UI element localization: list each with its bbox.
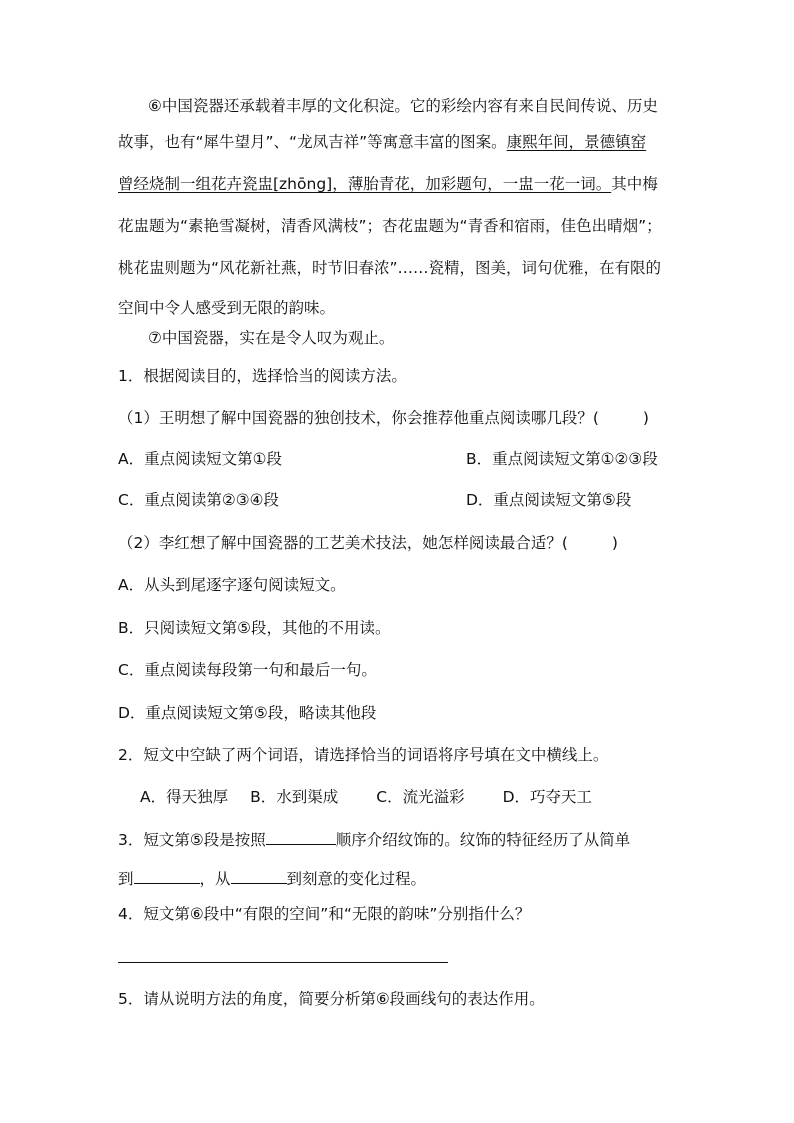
- option-2-a[interactable]: A．得天独厚: [140, 788, 229, 806]
- passage-p7: [148, 328, 394, 348]
- passage-text: 桃花盅则题为“风花新社燕，时节旧春浓”……瓷精，图美，词句优雅，在有限的: [118, 259, 662, 277]
- passage-p6-line1: [148, 96, 658, 116]
- option-2-b[interactable]: B．水到渠成: [250, 788, 339, 806]
- option-1-2-d[interactable]: D．重点阅读短文第⑤段，略读其他段: [118, 704, 377, 722]
- option-1-2-a[interactable]: A．从头到尾逐字逐句阅读短文。: [118, 576, 346, 594]
- question-2-stem: 2．短文中空缺了两个词语，请选择恰当的词语将序号填在文中横线上。: [118, 746, 609, 764]
- passage-p6-line6: [118, 298, 335, 318]
- passage-text: ⑥中国瓷器还承载着丰厚的文化积淀。它的彩绘内容有来自民间传说、历史: [148, 97, 658, 115]
- passage-text: 其中梅: [611, 175, 658, 193]
- passage-text: 空间中令人感受到无限的韵味。: [118, 299, 336, 317]
- option-1-1-b[interactable]: B．重点阅读短文第①②③段: [466, 450, 658, 468]
- underlined-sentence: 曾经烧制一组花卉瓷盅[zhōng]，薄胎青花，加彩题句，一盅一花一词。: [118, 175, 612, 193]
- fill-blank[interactable]: [231, 869, 287, 884]
- option-1-1-a[interactable]: A．重点阅读短文第①段: [118, 450, 282, 468]
- question-3-line1: [118, 830, 630, 850]
- option-1-2-b[interactable]: B．只阅读短文第⑤段，其他的不用读。: [118, 619, 391, 637]
- passage-text: 故事，也有“犀牛望月”、“龙凤吉祥”等寓意丰富的图案。: [118, 133, 507, 151]
- question-text: 到刻意的变化过程。: [286, 870, 427, 888]
- question-text: 3．短文第⑤段是按照: [118, 831, 266, 849]
- question-text: （1）王明想了解中国瓷器的独创技术，你会推荐他重点阅读哪几段？(: [118, 409, 599, 427]
- question-3-line2: [118, 869, 426, 889]
- question-1-2-stem: [118, 533, 618, 553]
- question-text: ，从: [199, 870, 231, 888]
- passage-p6-line2: [118, 132, 646, 152]
- question-1-stem: 1．根据阅读目的，选择恰当的阅读方法。: [118, 367, 407, 385]
- question-text: 顺序介绍纹饰的。纹饰的特征经历了从简单: [335, 831, 631, 849]
- question-1-1-stem: [118, 408, 649, 428]
- option-1-1-d[interactable]: D．重点阅读短文第⑤段: [466, 491, 632, 509]
- passage-p6-line4: [118, 216, 662, 236]
- question-text: 到: [118, 870, 134, 888]
- passage-text: ⑦中国瓷器，实在是令人叹为观止。: [148, 329, 395, 347]
- passage-text: 花盅题为“素艳雪凝树，清香风满枝”；杏花盅题为“青香和宿雨，佳色出晴烟”；: [118, 217, 662, 235]
- fill-blank[interactable]: [134, 869, 200, 884]
- option-1-2-c[interactable]: C．重点阅读每段第一句和最后一句。: [118, 661, 377, 679]
- question-5-stem: 5．请从说明方法的角度，简要分析第⑥段画线句的表达作用。: [118, 990, 545, 1008]
- option-2-d[interactable]: D．巧夺天工: [502, 788, 593, 806]
- question-text: （2）李红想了解中国瓷器的工艺美术技法，她怎样阅读最合适？(: [118, 534, 568, 552]
- question-4-stem: 4．短文第⑥段中“有限的空间”和“无限的韵味”分别指什么？: [118, 905, 531, 923]
- option-1-1-c[interactable]: C．重点阅读第②③④段: [118, 491, 280, 509]
- option-2-c[interactable]: C．流光溢彩: [376, 788, 465, 806]
- passage-p6-line5: [118, 258, 661, 278]
- question-text: ): [611, 534, 618, 552]
- question-text: ): [642, 409, 649, 427]
- passage-p6-line3: [118, 174, 658, 194]
- underlined-sentence: 康熙年间，景德镇窑: [506, 133, 647, 151]
- fill-blank[interactable]: [266, 830, 336, 845]
- question-2-options: [140, 787, 592, 807]
- answer-line[interactable]: [118, 962, 448, 963]
